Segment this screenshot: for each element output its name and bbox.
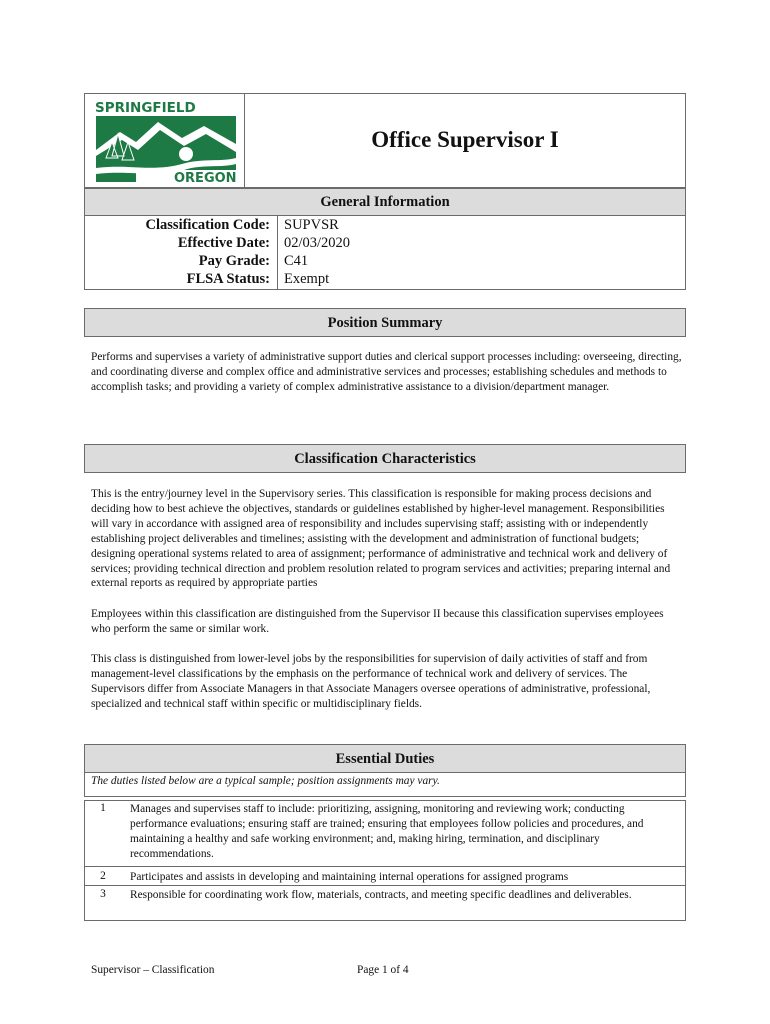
general-info-heading: General Information [84, 188, 686, 216]
duty-number: 3 [100, 888, 106, 900]
footer-left: Supervisor – Classification [91, 964, 215, 976]
duty-text: Responsible for coordinating work flow, materials, contracts, and meeting specific deadlines and deliverables. [130, 889, 632, 901]
flsa-status-label: FLSA Status: [186, 271, 270, 287]
pay-grade-value: C41 [284, 253, 309, 269]
pay-grade-label: Pay Grade: [198, 253, 270, 269]
leaf-icon [179, 147, 193, 161]
logo-bottom-text: OREGON [174, 171, 237, 184]
footer-page-number: Page 1 of 4 [357, 964, 409, 976]
essential-duties-heading: Essential Duties [84, 744, 686, 773]
duty-text: Manages and supervises staff to include: prioritizing, assigning, monitoring and reviewing work; conducting performance evaluations; ensuring staff are trained; ensuring that employees follow policies and procedures, and maintaining a healthy and safe working environment; and, making hiring, termination, and disciplinary recommendations. [130, 803, 644, 860]
position-summary-heading: Position Summary [84, 308, 686, 337]
characteristics-paragraph: Employees within this classification are distinguished from the Supervisor II because this classification supervises employees who perform the same or similar work. [91, 608, 664, 635]
duties-row-divider [84, 885, 686, 886]
city-logo-graphic [92, 98, 238, 184]
duty-number: 1 [100, 802, 106, 814]
duties-note: The duties listed below are a typical sample; position assignments may vary. [91, 775, 440, 787]
classification-characteristics-heading: Classification Characteristics [84, 444, 686, 473]
effective-date-label: Effective Date: [177, 235, 270, 251]
general-info-divider [277, 215, 278, 290]
page-title: Office Supervisor I [371, 127, 559, 152]
characteristics-paragraph: This is the entry/journey level in the Supervisory series. This classification is responsible for making process decisions and deciding how to best achieve the objectives, standards or guidelines established by higher-level management. Responsibilities will vary in accordance with assigned area of responsibility and includes supervising staff; assisting with or independently establishing project deliverables and timelines; assisting with the development and administration of functional budgets; designing operational systems related to area of assignment; performance of administrative and technical work and delivery of services; providing technical direction and problem resolution related to program services and activities; preparing internal and external reports as required by appropriate parties [91, 488, 671, 590]
duties-row-divider [84, 866, 686, 867]
classification-code-value: SUPVSR [284, 217, 339, 233]
duty-text: Participates and assists in developing and maintaining internal operations for assigned programs [130, 871, 569, 883]
duty-number: 2 [100, 870, 106, 882]
flsa-status-value: Exempt [284, 271, 330, 287]
classification-code-label: Classification Code: [145, 217, 270, 233]
city-logo [92, 98, 238, 184]
logo-top-text: SPRINGFIELD [95, 100, 196, 116]
effective-date-value: 02/03/2020 [284, 235, 351, 251]
position-summary-text: Performs and supervises a variety of administrative support duties and clerical support processes including: overseeing, directing, and coordinating diverse and complex office and administrative services and processes; establishing schedules and methods to accomplish tasks; and providing a variety of complex administrative assistance to a division/department manager. [91, 351, 682, 393]
characteristics-paragraph: This class is distinguished from lower-level jobs by the responsibilities for supervision of daily activities of staff and from management-level classifications by the emphasis on the performance of technical work and delivery of services. The Supervisors differ from Associate Managers in that Associate Managers oversee operations of administrative, professional, specialized and technical staff within specific or multidisciplinary fields. [91, 653, 651, 710]
